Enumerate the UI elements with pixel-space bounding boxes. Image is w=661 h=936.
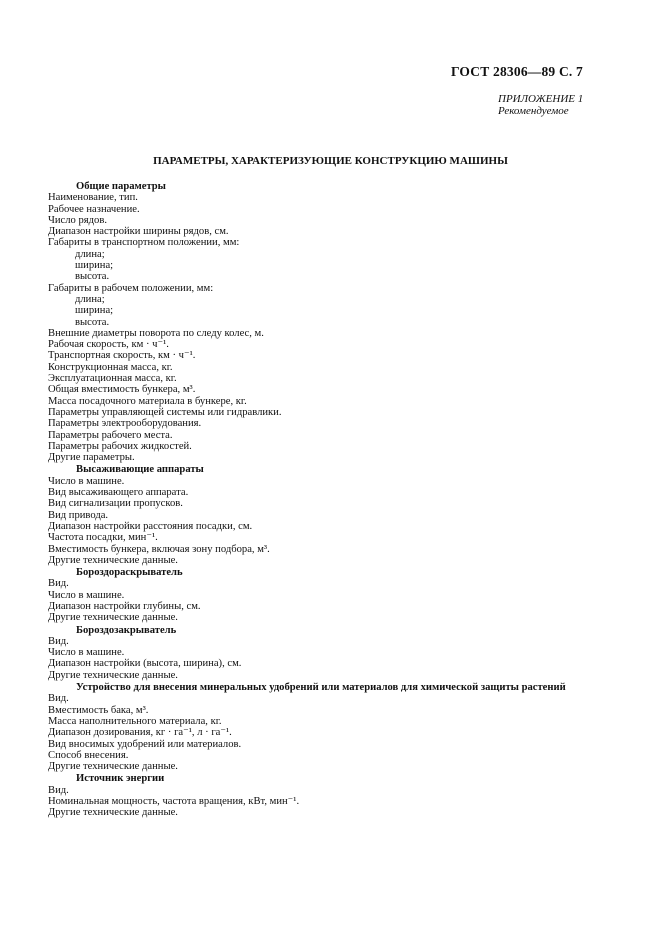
parameter-item: Вид сигнализации пропусков. bbox=[48, 498, 183, 510]
appendix-note: Рекомендуемое bbox=[498, 105, 569, 117]
parameter-item: Диапазон настройки ширины рядов, см. bbox=[48, 226, 229, 238]
parameter-item: Другие технические данные. bbox=[48, 669, 178, 681]
parameter-item: ширина; bbox=[75, 260, 114, 272]
parameter-item: Наименование, тип. bbox=[48, 192, 138, 204]
section-heading: Бороздозакрыватель bbox=[76, 624, 177, 636]
parameter-item: высота. bbox=[75, 271, 110, 283]
parameter-item: Вид. bbox=[48, 578, 69, 590]
parameter-item: Диапазон настройки расстояния посадки, см. bbox=[48, 520, 253, 532]
parameter-item: Масса наполнительного материала, кг. bbox=[48, 715, 222, 727]
parameter-item: Параметры электрооборудования. bbox=[48, 418, 202, 430]
parameter-item: Общая вместимость бункера, м³. bbox=[48, 384, 196, 396]
parameter-item: Другие технические данные. bbox=[48, 554, 178, 566]
parameter-item: Вид. bbox=[48, 693, 69, 705]
parameter-item: Другие технические данные. bbox=[48, 807, 178, 819]
appendix-block bbox=[498, 93, 583, 117]
parameter-item: Параметры управляющей системы или гидравлики. bbox=[48, 406, 282, 418]
parameter-item: Число рядов. bbox=[48, 214, 107, 226]
parameter-item: Конструкционная масса, кг. bbox=[48, 361, 173, 373]
parameter-item: Номинальная мощность, частота вращения, кВт, мин⁻¹. bbox=[48, 796, 300, 808]
parameter-item: Вместимость бака, м³. bbox=[48, 704, 149, 716]
section-heading: Общие параметры bbox=[76, 181, 166, 192]
parameter-item: Диапазон дозирования, кг · га⁻¹, л · га⁻¹. bbox=[48, 727, 232, 739]
parameter-list bbox=[48, 180, 628, 819]
parameter-item: Эксплуатационная масса, кг. bbox=[48, 373, 177, 385]
section-heading: Бороздораскрыватель bbox=[76, 567, 183, 579]
parameter-item: Рабочее назначение. bbox=[48, 203, 140, 215]
parameter-item: Другие технические данные. bbox=[48, 612, 178, 624]
parameter-item: высота. bbox=[75, 316, 110, 328]
parameter-item: Вид. bbox=[48, 784, 69, 796]
parameter-item: Габариты в транспортном положении, мм: bbox=[48, 237, 240, 249]
parameter-item: Внешние диаметры поворота по следу колес, м. bbox=[48, 327, 264, 339]
parameter-item: Рабочая скорость, км · ч⁻¹. bbox=[48, 339, 169, 351]
parameter-item: ширина; bbox=[75, 305, 114, 317]
parameter-item: Диапазон настройки глубины, см. bbox=[48, 600, 201, 612]
parameter-item: Параметры рабочего места. bbox=[48, 429, 173, 441]
parameter-item: Транспортная скорость, км · ч⁻¹. bbox=[48, 350, 196, 362]
parameter-item: Число в машине. bbox=[48, 647, 125, 659]
parameter-item: Параметры рабочих жидкостей. bbox=[48, 440, 192, 452]
parameter-item: Вид. bbox=[48, 635, 69, 647]
parameter-item: длина; bbox=[75, 248, 105, 260]
section-heading: Высаживающие аппараты bbox=[76, 464, 204, 476]
parameter-item: Частота посадки, мин⁻¹. bbox=[48, 532, 158, 544]
parameter-item: Способ внесения. bbox=[48, 749, 129, 761]
parameter-item: Вместимость бункера, включая зону подбора, м³. bbox=[48, 543, 270, 555]
parameter-item: Диапазон настройки (высота, ширина), см. bbox=[48, 658, 242, 670]
parameter-item: Вид высаживающего аппарата. bbox=[48, 487, 189, 499]
parameter-item: длина; bbox=[75, 293, 105, 305]
section-heading: Источник энергии bbox=[76, 773, 165, 785]
parameter-item: Число в машине. bbox=[48, 475, 125, 487]
parameter-item: Другие параметры. bbox=[48, 452, 135, 464]
parameter-item: Вид вносимых удобрений или материалов. bbox=[48, 738, 242, 750]
parameter-item: Вид привода. bbox=[48, 509, 109, 521]
document-header: ГОСТ 28306—89 С. 7 bbox=[450, 64, 583, 79]
parameter-item: Другие технические данные. bbox=[48, 761, 178, 773]
document-title: ПАРАМЕТРЫ, ХАРАКТЕРИЗУЮЩИЕ КОНСТРУКЦИЮ МАШИНЫ bbox=[153, 155, 508, 167]
parameter-item: Число в машине. bbox=[48, 589, 125, 601]
parameter-item: Масса посадочного материала в бункере, кг. bbox=[48, 395, 247, 407]
parameter-item: Габариты в рабочем положении, мм: bbox=[48, 282, 214, 294]
section-heading: Устройство для внесения минеральных удобрений или материалов для химической защиты растений bbox=[76, 682, 566, 694]
appendix-label: ПРИЛОЖЕНИЕ 1 bbox=[498, 93, 584, 105]
